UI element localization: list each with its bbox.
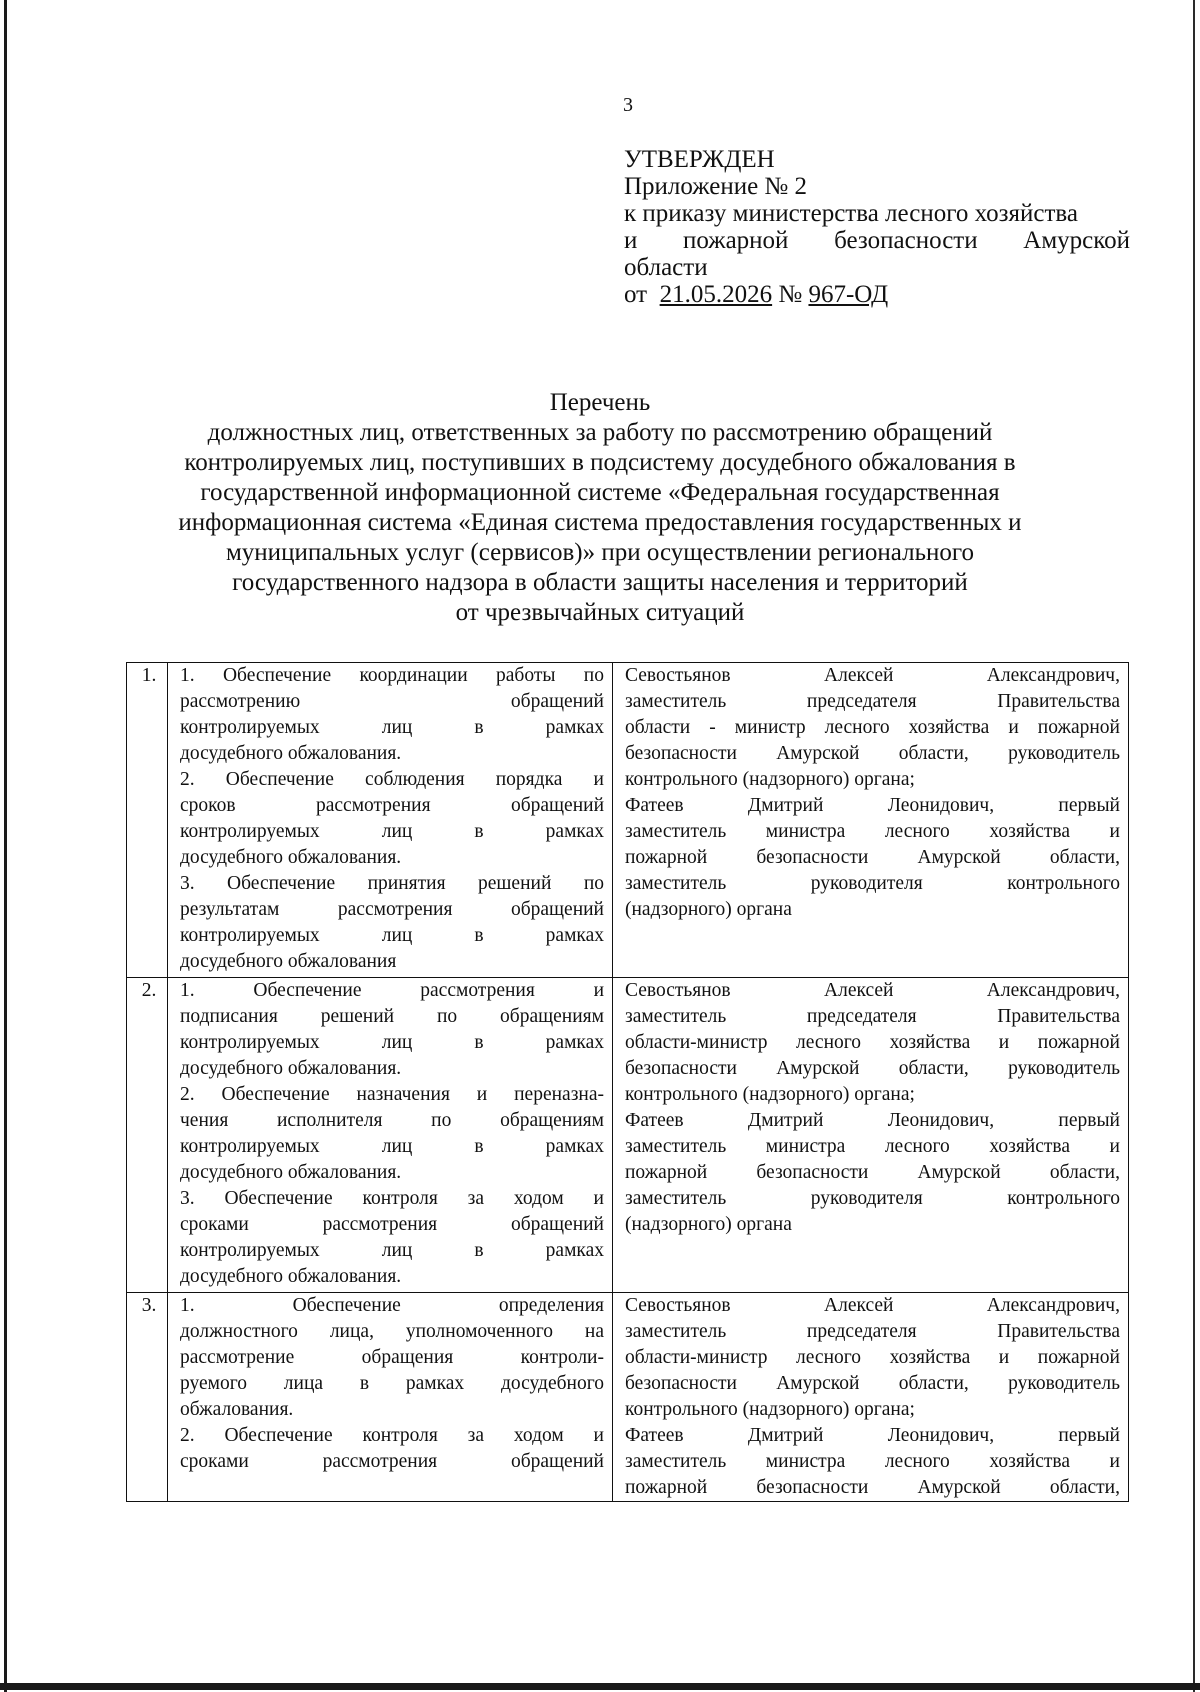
person-line: пожарной безопасности Амурской области, [625,847,1120,868]
person-line: области-министр лесного хозяйства и пожарной [625,1347,1120,1368]
action-line: 1. Обеспечение координации работы по [180,665,604,686]
person-line: заместитель председателя Правительства [625,691,1120,712]
action-line: сроками рассмотрения обращений [180,1451,604,1472]
person-line: пожарной безопасности Амурской области, [625,1477,1120,1498]
action-line: 1. Обеспечение определения [180,1295,604,1316]
action-line: 2. Обеспечение соблюдения порядка и [180,769,604,790]
action-line: досудебного обжалования. [180,743,402,764]
action-line: должностного лица, уполномоченного на [180,1321,604,1342]
actions-cell [168,663,613,978]
action-line: досудебного обжалования [180,951,397,972]
action-line: 1. Обеспечение рассмотрения и [180,980,604,1001]
number-sign: № [778,281,803,308]
action-line: досудебного обжалования. [180,1266,402,1287]
approval-block [624,146,1130,308]
action-line: контролируемых лиц в рамках [180,1032,604,1053]
scan-edge-right [1193,0,1195,1692]
action-line: 3. Обеспечение принятия решений по [180,873,604,894]
person-line: безопасности Амурской области, руководитель [625,1058,1120,1079]
row-number: 1. [127,663,168,978]
order-line-3: области [624,254,708,281]
action-line: досудебного обжалования. [180,1162,402,1183]
title-line-1: Перечень [549,389,651,416]
duties-table [126,662,1129,1502]
person-line: заместитель руководителя контрольного [625,873,1120,894]
title-line-6: муниципальных услуг (сервисов)» при осуществлении регионального [225,539,975,566]
scan-edge-bottom [0,1683,1200,1690]
actions-cell [168,978,613,1293]
title-line-8: от чрезвычайных ситуаций [455,599,745,626]
order-date: 21.05.2026 [659,281,773,308]
action-line: результатам рассмотрения обращений [180,899,604,920]
scan-edge-left [4,0,7,1692]
action-line: контролируемых лиц в рамках [180,717,604,738]
order-line-1: к приказу министерства лесного хозяйства [624,200,1078,227]
row-number: 3. [127,1293,168,1502]
person-line: (надзорного) органа [625,899,792,920]
appendix-label: Приложение № 2 [624,173,808,200]
action-line: досудебного обжалования. [180,1058,402,1079]
title-line-2: должностных лиц, ответственных за работу по рассмотрению обращений [207,419,993,446]
action-line: контролируемых лиц в рамках [180,821,604,842]
person-line: заместитель министра лесного хозяйства и [625,1451,1120,1472]
title-line-7: государственного надзора в области защиты населения и территорий [232,569,968,596]
person-line: безопасности Амурской области, руководитель [625,1373,1120,1394]
title-line-4: государственной информационной системе «Федеральная государственная [200,479,1000,506]
table-row [127,978,1129,1293]
person-line: заместитель руководителя контрольного [625,1188,1120,1209]
order-number: 967-ОД [808,281,889,308]
title-line-5: информационная система «Единая система предоставления государственных и [178,509,1022,536]
date-prefix: от [624,281,648,308]
person-line: контрольного (надзорного) органа; [625,1399,915,1420]
person-line: Севостьянов Алексей Александрович, [625,665,1120,686]
order-date-line [624,281,1130,308]
title-line-3: контролируемых лиц, поступивших в подсистему досудебного обжалования в [184,449,1016,476]
action-line: контролируемых лиц в рамках [180,1240,604,1261]
person-line: Фатеев Дмитрий Леонидович, первый [625,1425,1120,1446]
person-line: заместитель министра лесного хозяйства и [625,1136,1120,1157]
person-line: Севостьянов Алексей Александрович, [625,980,1120,1001]
action-line: рассмотрению обращений [180,691,604,712]
person-line: Фатеев Дмитрий Леонидович, первый [625,1110,1120,1131]
action-line: 2. Обеспечение назначения и переназна- [180,1084,604,1105]
action-line: сроками рассмотрения обращений [180,1214,604,1235]
row-number: 2. [127,978,168,1293]
action-line: контролируемых лиц в рамках [180,1136,604,1157]
action-line: руемого лица в рамках досудебного [180,1373,604,1394]
responsible-persons-cell [613,663,1129,978]
action-line: сроков рассмотрения обращений [180,795,604,816]
page-number: 3 [623,94,633,116]
person-line: (надзорного) органа [625,1214,792,1235]
action-line: рассмотрение обращения контроли- [180,1347,604,1368]
action-line: контролируемых лиц в рамках [180,925,604,946]
action-line: обжалования. [180,1399,294,1420]
person-line: Фатеев Дмитрий Леонидович, первый [625,795,1120,816]
order-line-2: и пожарной безопасности Амурской [624,227,1130,254]
actions-cell [168,1293,613,1502]
responsible-persons-cell [613,978,1129,1293]
person-line: контрольного (надзорного) органа; [625,769,915,790]
action-line: чения исполнителя по обращениям [180,1110,604,1131]
action-line: 3. Обеспечение контроля за ходом и [180,1188,604,1209]
approval-status: УТВЕРЖДЕН [624,146,775,173]
person-line: Севостьянов Алексей Александрович, [625,1295,1120,1316]
action-line: подписания решений по обращениям [180,1006,604,1027]
table-row [127,1293,1129,1502]
document-title [140,388,1060,628]
person-line: контрольного (надзорного) органа; [625,1084,915,1105]
person-line: области - министр лесного хозяйства и пожарной [625,717,1120,738]
action-line: 2. Обеспечение контроля за ходом и [180,1425,604,1446]
person-line: заместитель председателя Правительства [625,1321,1120,1342]
person-line: пожарной безопасности Амурской области, [625,1162,1120,1183]
person-line: безопасности Амурской области, руководитель [625,743,1120,764]
person-line: области-министр лесного хозяйства и пожарной [625,1032,1120,1053]
person-line: заместитель министра лесного хозяйства и [625,821,1120,842]
person-line: заместитель председателя Правительства [625,1006,1120,1027]
table-row [127,663,1129,978]
responsible-persons-cell [613,1293,1129,1502]
duties-table-body [127,663,1129,1502]
action-line: досудебного обжалования. [180,847,402,868]
